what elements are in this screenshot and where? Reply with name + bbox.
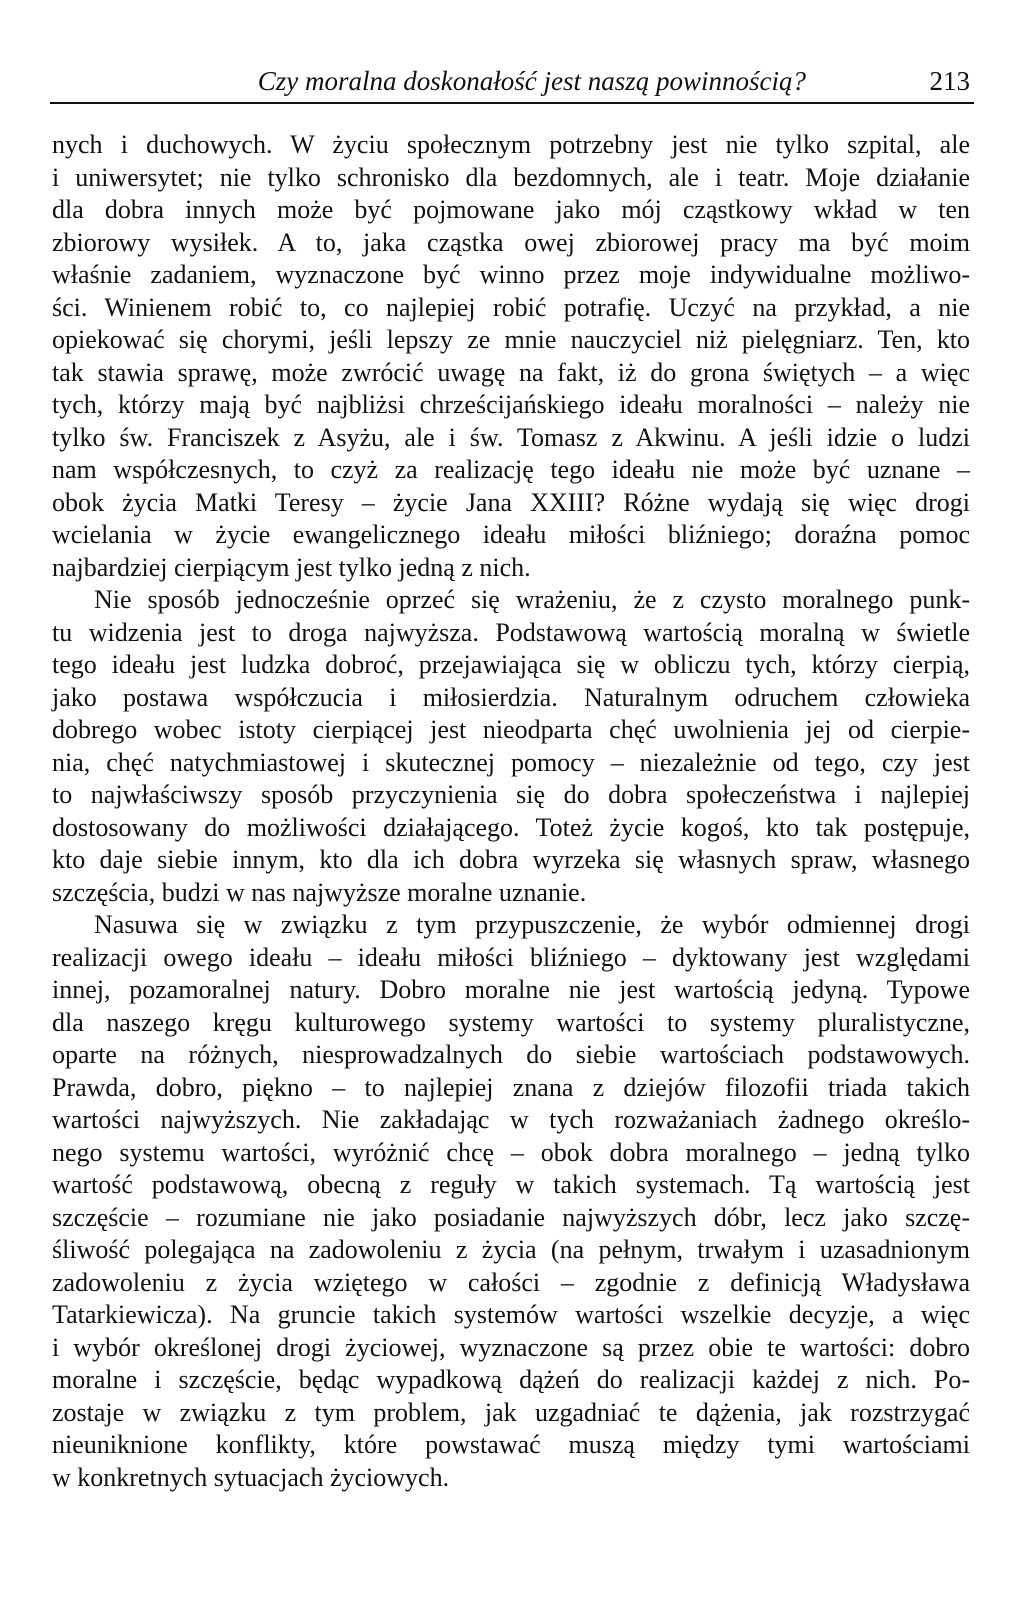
text-line: nych i duchowych. W życiu społecznym potrzebny jest nie tylko szpital, ale: [52, 130, 970, 159]
text-line: nego systemu wartości, wyróżnić chcę – obok dobra moralnego – jedną tylko: [52, 1137, 970, 1167]
text-line: kto daje siebie innym, kto dla ich dobra wyrzeka się własnych spraw, własnego: [52, 845, 970, 874]
text-line: szczęście – rozumiane nie jako posiadanie najwyższych dóbr, lecz jako szczę-: [52, 1202, 970, 1232]
text-line: jako postawa współczucia i miłosierdzia. Naturalnym odruchem człowieka: [52, 682, 970, 712]
text-line: tych, którzy mają być najbliżsi chrześcijańskiego ideału moralności – należy nie: [52, 390, 970, 419]
text-line: Nasuwa się w związku z tym przypuszczenie, że wybór odmiennej drogi: [94, 910, 970, 939]
text-line: dla dobra innych może być pojmowane jako mój cząstkowy wkład w ten: [52, 195, 970, 224]
paragraph-3: [52, 909, 970, 1494]
running-title: Czy moralna doskonałość jest naszą powinnością?: [257, 66, 806, 96]
text-line: oparte na różnych, niesprowadzalnych do siebie wartościach podstawowych.: [52, 1040, 970, 1069]
text-line: Tatarkiewicza). Na gruncie takich systemów wartości wszelkie decyzje, a więc: [52, 1300, 970, 1329]
text-line: obok życia Matki Teresy – życie Jana XXIII? Różne wydają się więc drogi: [52, 487, 970, 517]
text-line: tu widzenia jest to droga najwyższa. Podstawową wartością moralną w świetle: [52, 617, 970, 647]
text-line: w konkretnych sytuacjach życiowych.: [52, 1462, 450, 1492]
text-line: dla naszego kręgu kulturowego systemy wartości to systemy pluralistyczne,: [52, 1007, 970, 1037]
text-line: wartość podstawową, obecną z reguły w takich systemach. Tą wartością jest: [52, 1170, 970, 1199]
text-line: wartości najwyższych. Nie zakładając w tych rozważaniach żadnego określo-: [52, 1105, 970, 1134]
text-line: zadowoleniu z życia wziętego w całości – zgodnie z definicją Władysława: [52, 1267, 970, 1297]
text-line: nam współczesnych, to czyż za realizację tego ideału nie może być uznane –: [52, 455, 970, 484]
text-line: nieuniknione konflikty, które powstawać muszą między tymi wartościami: [52, 1430, 970, 1459]
text-line: najbardziej cierpiącym jest tylko jedną z nich.: [52, 552, 531, 582]
text-line: i wybór określonej drogi życiowej, wyznaczone są przez obie te wartości: dobro: [52, 1332, 970, 1362]
text-line: właśnie zadaniem, wyznaczone być winno przez moje indywidualne możliwo-: [52, 260, 970, 289]
text-line: Nie sposób jednocześnie oprzeć się wrażeniu, że z czysto moralnego punk-: [94, 585, 970, 614]
paragraph-2: [52, 584, 970, 909]
text-line: tego ideału jest ludzka dobroć, przejawiająca się w obliczu tych, którzy cierpią,: [52, 650, 970, 679]
text-line: zbiorowy wysiłek. A to, jaka cząstka owej zbiorowej pracy ma być moim: [52, 227, 970, 257]
text-line: zostaje w związku z tym problem, jak uzgadniać te dążenia, jak rozstrzygać: [52, 1397, 970, 1427]
paragraph-1: [52, 129, 970, 584]
text-line: wcielania w życie ewangelicznego ideału miłości bliźniego; doraźna pomoc: [52, 520, 970, 549]
text-line: tylko św. Franciszek z Asyżu, ale i św. Tomasz z Akwinu. A jeśli idzie o ludzi: [52, 422, 970, 452]
text-line: realizacji owego ideału – ideału miłości bliźniego – dyktowany jest względami: [52, 942, 970, 972]
text-line: dostosowany do możliwości działającego. Toteż życie kogoś, kto tak postępuje,: [52, 812, 970, 842]
text-line: moralne i szczęście, będąc wypadkową dążeń do realizacji każdej z nich. Po-: [52, 1365, 970, 1394]
text-line: szczęścia, budzi w nas najwyższe moralne uznanie.: [52, 877, 587, 907]
text-line: opiekować się chorymi, jeśli lepszy ze mnie nauczyciel niż pielęgniarz. Ten, kto: [52, 325, 970, 354]
text-line: i uniwersytet; nie tylko schronisko dla bezdomnych, ale i teatr. Moje działanie: [52, 162, 970, 192]
text-line: śliwość polegająca na zadowoleniu z życia (na pełnym, trwałym i uzasadnionym: [52, 1235, 970, 1264]
page-header: [50, 64, 974, 104]
text-line: tak stawia sprawę, może zwrócić uwagę na fakt, iż do grona świętych – a więc: [52, 357, 970, 387]
page-number: 213: [929, 66, 970, 96]
text-line: dobrego wobec istoty cierpiącej jest nieodparta chęć uwolnienia jej od cierpie-: [52, 715, 970, 744]
text-line: Prawda, dobro, piękno – to najlepiej znana z dziejów filozofii triada takich: [52, 1072, 970, 1102]
text-line: ści. Winienem robić to, co najlepiej robić potrafię. Uczyć na przykład, a nie: [52, 292, 970, 322]
body-text: [52, 129, 970, 1494]
text-line: to najwłaściwszy sposób przyczynienia się do dobra społeczeństwa i najlepiej: [52, 780, 970, 809]
text-line: innej, pozamoralnej natury. Dobro moralne nie jest wartością jedyną. Typowe: [52, 975, 970, 1004]
text-line: nia, chęć natychmiastowej i skutecznej pomocy – niezależnie od tego, czy jest: [52, 747, 970, 777]
